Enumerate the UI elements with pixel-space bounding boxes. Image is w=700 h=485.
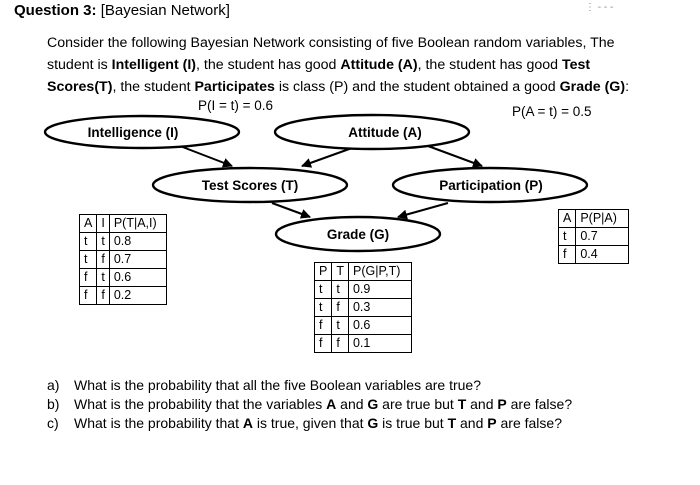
table-row: t f 0.7	[80, 251, 167, 269]
question-b: b) What is the probability that the variables A and G are true but T and P are false?	[47, 396, 573, 412]
intro-paragraph: Consider the following Bayesian Network consisting of five Boolean random variables, The student is Intelligent (I), the student has good Attitude (A), the student has good Test Scores(T), the student Participates is class (P) and the student obtained a good Grade (G):	[47, 35, 630, 95]
question-a: a) What is the probability that all the five Boolean variables are true?	[47, 377, 482, 393]
node-grade-label: Grade (G)	[326, 227, 390, 242]
node-test-scores-label: Test Scores (T)	[201, 178, 299, 193]
edge-I-T	[180, 146, 232, 166]
table-row: f f 0.2	[80, 287, 167, 305]
table-row: t t 0.9	[315, 281, 412, 299]
edge-A-T	[302, 148, 352, 166]
edge-P-G	[398, 203, 448, 217]
node-participation-label: Participation (P)	[439, 178, 543, 193]
prior-attitude: P(A = t) = 0.5	[512, 104, 592, 119]
cpt-grade: P T P(G|P,T) t t 0.9 t f 0.3 f t 0.6 f f 0.1	[314, 262, 412, 353]
table-row: f t 0.6	[315, 317, 412, 335]
cpt-test-scores: A I P(T|A,I) t t 0.8 t f 0.7 f t 0.6 f f 0.2	[79, 214, 167, 305]
question-c: c) What is the probability that A is true, given that G is true but T and P are false?	[47, 415, 562, 431]
table-row: t t 0.8	[80, 233, 167, 251]
node-intelligence-label: Intelligence (I)	[87, 125, 179, 140]
table-row: f t 0.6	[80, 269, 167, 287]
question-number: Question 3:	[14, 2, 97, 19]
corner-dots: ⋮ ‐ ‐ ‐	[585, 2, 614, 13]
table-row: f 0.4	[559, 246, 629, 264]
edge-A-P	[428, 146, 482, 166]
table-row: t f 0.3	[315, 299, 412, 317]
node-attitude-label: Attitude (A)	[348, 125, 422, 140]
question-topic: [Bayesian Network]	[100, 2, 230, 19]
edge-T-G	[272, 203, 310, 217]
prior-intelligence: P(I = t) = 0.6	[198, 98, 274, 113]
table-row: t 0.7	[559, 228, 629, 246]
table-row: f f 0.1	[315, 335, 412, 353]
question-list	[47, 376, 572, 433]
cpt-participation: A P(P|A) t 0.7 f 0.4	[558, 209, 629, 264]
